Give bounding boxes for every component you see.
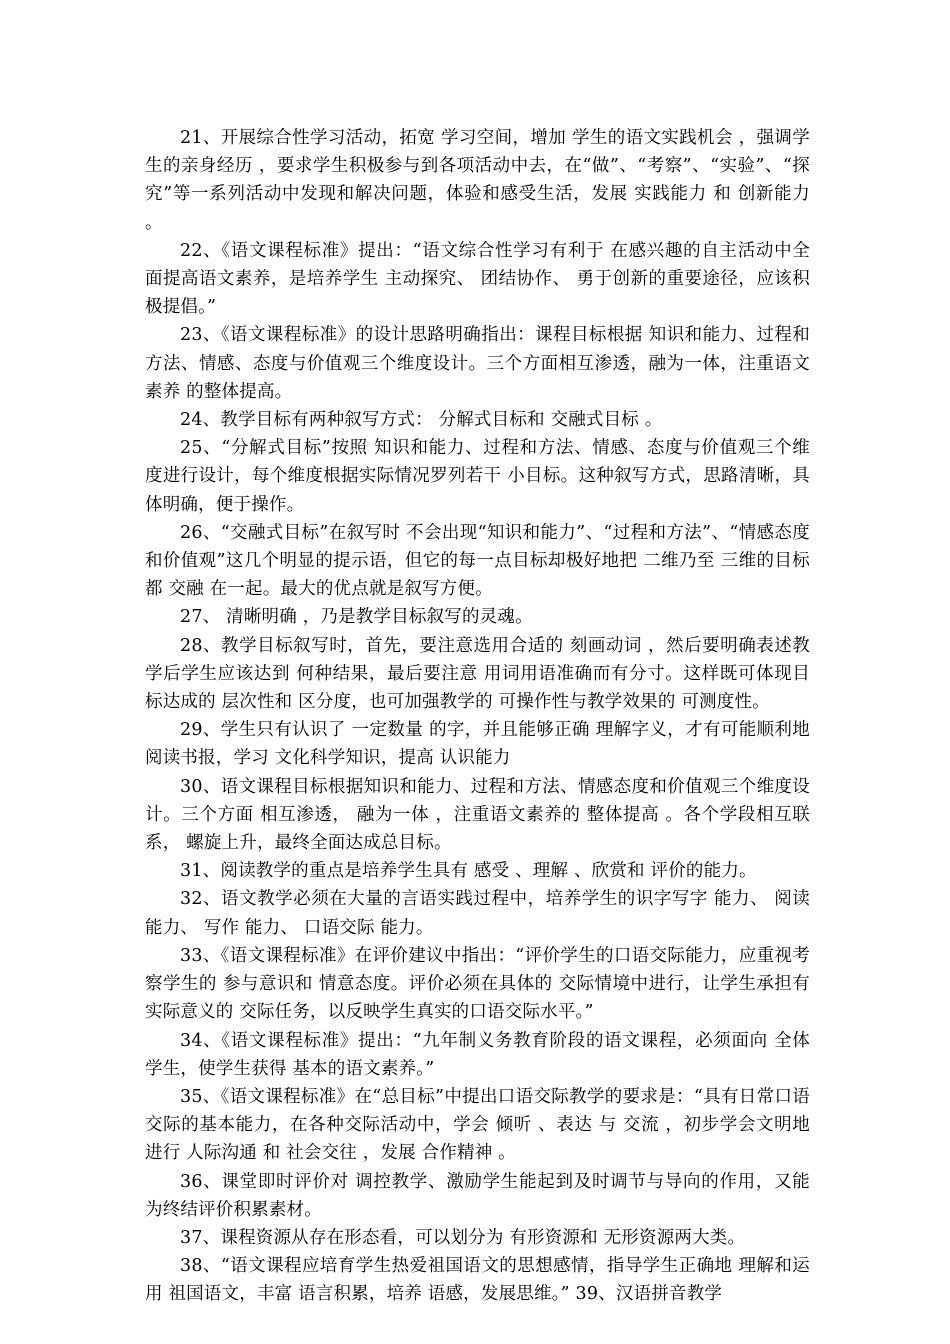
paragraph-37: 37、课程资源从存在形态看，可以划分为 有形资源和 无形资源两大类。 [180, 1227, 746, 1248]
paragraph-35: 35、《语文课程标准》在“总目标”中提出口语交际教学的要求是：“具有日常口语交际的基本能力，在各种交际活动中，学会 倾听 、表达 与 交流 ，初步学会文明地进行 人际沟通 和 社会交往 ，发展 合作精神 。 [145, 1086, 810, 1164]
paragraph-31: 31、阅读教学的重点是培养学生具有 感受 、理解 、欣赏和 评价的能力。 [180, 861, 757, 882]
paragraph-28: 28、教学目标叙写时，首先，要注意选用合适的 刻画动词 ，然后要明确表述教学后学生应该达到 何种结果，最后要注意 用词用语准确而有分寸。这样既可体现目标达成的 层次性和 区分度，也可加强教学的 可操作性与教学效果的 可测度性。 [145, 635, 810, 713]
paragraph-25: 25、“分解式目标”按照 知识和能力、过程和方法、情感、态度与价值观三个维度进行设计，每个维度根据实际情况罗列若干 小目标。这种叙写方式，思路清晰，具体明确，便于操作。 [145, 438, 810, 515]
paragraph-29: 29、学生只有认识了 一定数量 的字，并且能够正确 理解字义，才有可能顺利地阅读书报，学习 文化科学知识，提高 认识能力 [145, 720, 810, 769]
paragraph-30: 30、语文课程目标根据知识和能力、过程和方法、情感态度和价值观三个维度设计。三个方面 相互渗透， 融为一体 ，注重语文素养的 整体提高 。各个学段相互联系， 螺旋上升，最终全面达成总目标。 [145, 776, 810, 854]
paragraph-26: 26、“交融式目标”在叙写时 不会出现“知识和能力”、“过程和方法”、“情感态度和价值观”这几个明显的提示语，但它的每一点目标却极好地把 二维乃至 三维的目标都 交融 在一起。最大的优点就是叙写方便。 [145, 522, 810, 600]
paragraph-32: 32、语文教学必须在大量的言语实践过程中，培养学生的识字写字 能力、 阅读 能力、 写作 能力、 口语交际 能力。 [145, 889, 810, 938]
paragraph-36: 36、课堂即时评价对 调控教学、激励学生能起到及时调节与导向的作用，又能为终结评价积累素材。 [145, 1171, 810, 1220]
paragraph-22: 22、《语文课程标准》提出：“语文综合性学习有利于 在感兴趣的自主活动中全面提高语文素养，是培养学生 主动探究、 团结协作、 勇于创新的重要途径，应该积极提倡。” [145, 240, 810, 318]
paragraph-33: 33、《语文课程标准》在评价建议中指出：“评价学生的口语交际能力，应重视考察学生的 参与意识和 情意态度。评价必须在具体的 交际情境中进行，让学生承担有实际意义的 交际任务，以反映学生真实的口语交际水平。” [145, 945, 810, 1023]
paragraph-23: 23、《语文课程标准》的设计思路明确指出：课程目标根据 知识和能力、过程和方法、情感、态度与价值观三个维度设计。三个方面相互渗透，融为一体，注重语文素养 的整体提高。 [145, 325, 810, 402]
paragraph-27: 27、 清晰明确 ，乃是教学目标叙写的灵魂。 [180, 607, 533, 628]
paragraph-24: 24、教学目标有两种叙写方式： 分解式目标和 交融式目标 。 [180, 410, 663, 431]
paragraph-21: 21、开展综合性学习活动，拓宽 学习空间，增加 学生的语文实践机会 ，强调学生的亲身经历 ，要求学生积极参与到各项活动中去，在“做”、“考察”、“实验”、“探究”等一系列活动中发现和解决问题，体验和感受生活，发展 实践能力 和 创新能力 。 [145, 128, 810, 233]
paragraph-38: 38、“语文课程应培育学生热爱祖国语文的思想感情，指导学生正确地 理解和运用 祖国语文，丰富 语言积累，培养 语感，发展思维。” 39、汉语拼音教学 [145, 1256, 810, 1305]
paragraph-34: 34、《语文课程标准》提出：“九年制义务教育阶段的语文课程，必须面向 全体学生，使学生获得 基本的语文素养。” [145, 1030, 810, 1079]
document-body [145, 124, 810, 1309]
